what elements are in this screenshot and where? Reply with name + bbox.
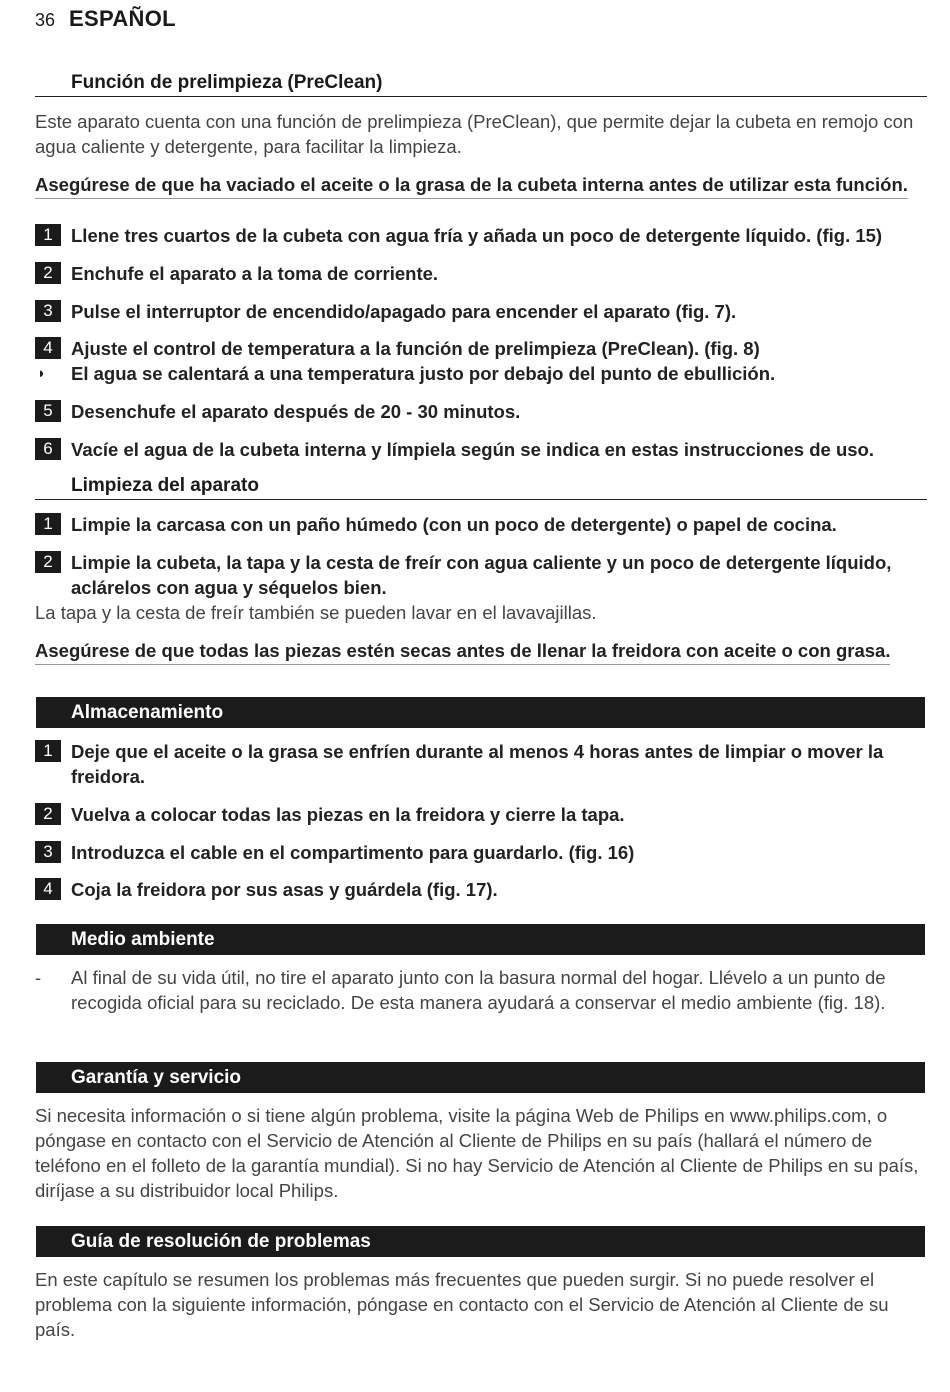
step-number: 3 [35,300,61,322]
preclean-step-2 [35,261,925,286]
step-text: Limpie la cubeta, la tapa y la cesta de freír con agua caliente y un poco de detergente líquido, aclárelos con agua y séquelos bien. [71,552,892,598]
cleaning-step-1 [35,512,925,537]
step-text: Llene tres cuartos de la cubeta con agua fría y añada un poco de detergente líquido. (fig. 15) [71,225,883,246]
step-text: Limpie la carcasa con un paño húmedo (con un poco de detergente) o papel de cocina. [71,514,837,535]
preclean-step-4-result [35,361,925,386]
section-heading-preclean: Función de prelimpieza (PreClean) [35,70,927,97]
storage-step-4 [35,877,925,902]
step-text: Introduzca el cable en el compartimento para guardarlo. (fig. 16) [71,842,635,863]
step-number: 1 [35,224,61,246]
step-number: 2 [35,803,61,825]
step-number: 4 [35,337,61,359]
preclean-warning: Asegúrese de que ha vaciado el aceite o la grasa de la cubeta interna antes de utilizar esta función. [35,172,908,199]
preclean-intro: Este aparato cuenta con una función de prelimpieza (PreClean), que permite dejar la cubeta en remojo con agua caliente y detergente, para facilitar la limpieza. [35,111,914,157]
step-text: Ajuste el control de temperatura a la función de prelimpieza (PreClean). (fig. 8) [71,338,760,359]
bullet-dash: - [35,967,42,988]
section-heading-environment: Medio ambiente [36,924,925,955]
environment-bullet [35,965,925,1015]
result-arrow-icon: ◗ [37,365,47,382]
section-heading-cleaning: Limpieza del aparato [35,473,927,500]
cleaning-warning: Asegúrese de que todas las piezas estén secas antes de llenar la freidora con aceite o con grasa. [35,638,890,665]
result-text: El agua se calentará a una temperatura justo por debajo del punto de ebullición. [71,363,776,384]
step-text: Vuelva a colocar todas las piezas en la freidora y cierre la tapa. [71,804,625,825]
step-number: 6 [35,438,61,460]
language-title: ESPAÑOL [69,6,176,31]
preclean-step-4 [35,336,925,361]
page-header [35,6,176,32]
section-heading-storage: Almacenamiento [36,697,925,728]
step-text: Vacíe el agua de la cubeta interna y límpiela según se indica en estas instrucciones de uso. [71,439,874,460]
step-number: 5 [35,400,61,422]
step-number: 2 [35,551,61,573]
step-text: Deje que el aceite o la grasa se enfríen durante al menos 4 horas antes de limpiar o mover la freidora. [71,741,884,787]
warranty-text: Si necesita información o si tiene algún problema, visite la página Web de Philips en www.philips.com, o póngase en contacto con el Servicio de Atención al Cliente de Philips en su país (hallará el número de teléfono en el folleto de la garantía mundial). Si no hay Servicio de Atención al Cliente de Philips en su país, diríjase a su distribuidor local Philips. [35,1105,919,1201]
step-text: Enchufe el aparato a la toma de corriente. [71,263,439,284]
preclean-step-6 [35,437,925,462]
storage-step-2 [35,802,925,827]
cleaning-step-2 [35,550,925,600]
bullet-text: Al final de su vida útil, no tire el aparato junto con la basura normal del hogar. Llévelo a un punto de recogida oficial para su reciclado. De esta manera ayudará a conservar el medio ambiente (fig. 18). [71,967,886,1013]
section-heading-troubleshooting: Guía de resolución de problemas [36,1226,925,1257]
preclean-step-3 [35,299,925,324]
step-text: Pulse el interruptor de encendido/apagado para encender el aparato (fig. 7). [71,301,737,322]
step-number: 3 [35,841,61,863]
storage-step-1 [35,739,925,789]
preclean-step-5 [35,399,925,424]
page-number: 36 [35,10,56,30]
step-text: Coja la freidora por sus asas y guárdela (fig. 17). [71,879,498,900]
storage-step-3 [35,840,925,865]
cleaning-note: La tapa y la cesta de freír también se pueden lavar en el lavavajillas. [35,602,597,623]
step-text: Desenchufe el aparato después de 20 - 30 minutos. [71,401,521,422]
section-heading-warranty: Garantía y servicio [36,1062,925,1093]
step-number: 1 [35,740,61,762]
step-number: 4 [35,878,61,900]
preclean-step-1 [35,223,925,248]
step-number: 2 [35,262,61,284]
troubleshooting-text: En este capítulo se resumen los problemas más frecuentes que pueden surgir. Si no puede resolver el problema con la siguiente información, póngase en contacto con el Servicio de Atención al Cliente de su país. [35,1269,889,1340]
step-number: 1 [35,513,61,535]
